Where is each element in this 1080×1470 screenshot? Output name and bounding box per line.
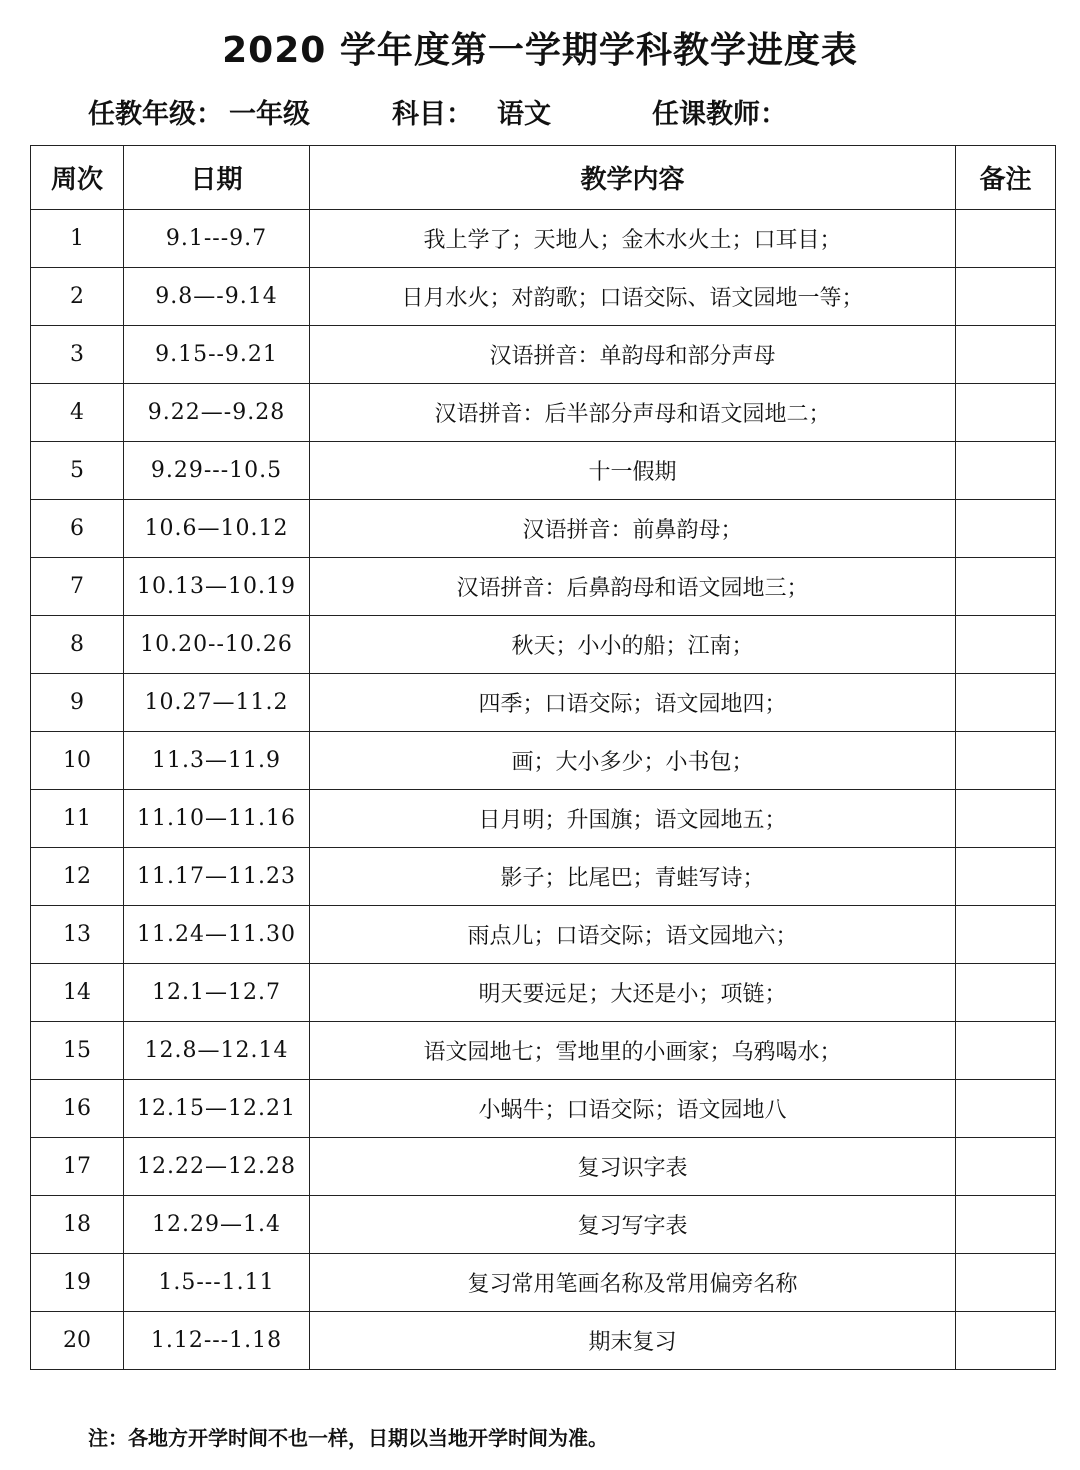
week-cell: 17 (31, 1138, 124, 1196)
content-cell: 明天要远足；大还是小；项链； (310, 964, 956, 1022)
content-cell: 复习写字表 (310, 1196, 956, 1254)
table-row (31, 1196, 1056, 1254)
content-cell: 汉语拼音：后鼻韵母和语文园地三； (310, 558, 956, 616)
date-cell: 1.12---1.18 (124, 1312, 310, 1370)
week-cell: 20 (31, 1312, 124, 1370)
grade-info (88, 92, 310, 131)
table-row (31, 790, 1056, 848)
week-cell: 8 (31, 616, 124, 674)
date-cell: 11.3—11.9 (124, 732, 310, 790)
content-cell: 小蜗牛；口语交际；语文园地八 (310, 1080, 956, 1138)
header-week: 周次 (31, 146, 124, 210)
date-cell: 12.29—1.4 (124, 1196, 310, 1254)
table-row (31, 616, 1056, 674)
week-cell: 10 (31, 732, 124, 790)
note-cell (956, 384, 1056, 442)
teacher-info (652, 92, 787, 131)
note-cell (956, 790, 1056, 848)
date-cell: 11.17—11.23 (124, 848, 310, 906)
content-cell: 汉语拼音：单韵母和部分声母 (310, 326, 956, 384)
content-cell: 语文园地七；雪地里的小画家；乌鸦喝水； (310, 1022, 956, 1080)
date-cell: 9.22—-9.28 (124, 384, 310, 442)
table-row (31, 268, 1056, 326)
header-note: 备注 (956, 146, 1056, 210)
date-cell: 11.24—11.30 (124, 906, 310, 964)
table-row (31, 906, 1056, 964)
content-cell: 雨点儿；口语交际；语文园地六； (310, 906, 956, 964)
content-cell: 我上学了；天地人；金木水火土；口耳目； (310, 210, 956, 268)
note-cell (956, 848, 1056, 906)
subject-label: 科目： (392, 99, 473, 130)
week-cell: 3 (31, 326, 124, 384)
subject-value: 语文 (497, 99, 551, 130)
content-cell: 画；大小多少；小书包； (310, 732, 956, 790)
week-cell: 5 (31, 442, 124, 500)
teacher-label: 任课教师： (652, 99, 787, 130)
content-cell: 影子；比尾巴；青蛙写诗； (310, 848, 956, 906)
note-cell (956, 558, 1056, 616)
table-row (31, 848, 1056, 906)
date-cell: 10.6—10.12 (124, 500, 310, 558)
table-row (31, 1138, 1056, 1196)
table-row (31, 732, 1056, 790)
week-cell: 6 (31, 500, 124, 558)
table-row (31, 1312, 1056, 1370)
table-row (31, 674, 1056, 732)
table-row (31, 558, 1056, 616)
note-cell (956, 500, 1056, 558)
table-row (31, 500, 1056, 558)
page-title: 2020 学年度第一学期学科教学进度表 (222, 30, 858, 71)
date-cell: 9.8—-9.14 (124, 268, 310, 326)
week-cell: 2 (31, 268, 124, 326)
date-cell: 12.15—12.21 (124, 1080, 310, 1138)
content-cell: 四季；口语交际；语文园地四； (310, 674, 956, 732)
week-cell: 11 (31, 790, 124, 848)
table-row (31, 210, 1056, 268)
note-cell (956, 906, 1056, 964)
date-cell: 12.1—12.7 (124, 964, 310, 1022)
content-cell: 汉语拼音：后半部分声母和语文园地二； (310, 384, 956, 442)
content-cell: 期末复习 (310, 1312, 956, 1370)
note-cell (956, 616, 1056, 674)
grade-value: 一年级 (229, 99, 310, 130)
content-cell: 日月明；升国旗；语文园地五； (310, 790, 956, 848)
table-row (31, 1022, 1056, 1080)
week-cell: 1 (31, 210, 124, 268)
table-header-row (31, 146, 1056, 210)
schedule-table (30, 145, 1056, 1370)
content-cell: 秋天；小小的船；江南； (310, 616, 956, 674)
date-cell: 10.20--10.26 (124, 616, 310, 674)
date-cell: 1.5---1.11 (124, 1254, 310, 1312)
week-cell: 15 (31, 1022, 124, 1080)
note-cell (956, 442, 1056, 500)
note-cell (956, 1196, 1056, 1254)
week-cell: 12 (31, 848, 124, 906)
table-row (31, 1080, 1056, 1138)
week-cell: 7 (31, 558, 124, 616)
date-cell: 11.10—11.16 (124, 790, 310, 848)
note-cell (956, 268, 1056, 326)
week-cell: 13 (31, 906, 124, 964)
table-row (31, 384, 1056, 442)
grade-label: 任教年级： (88, 99, 223, 130)
week-cell: 4 (31, 384, 124, 442)
note-cell (956, 326, 1056, 384)
note-cell (956, 732, 1056, 790)
note-cell (956, 210, 1056, 268)
note-cell (956, 1254, 1056, 1312)
table-body (31, 210, 1056, 1370)
week-cell: 18 (31, 1196, 124, 1254)
date-cell: 12.22—12.28 (124, 1138, 310, 1196)
content-cell: 十一假期 (310, 442, 956, 500)
content-cell: 日月水火；对韵歌；口语交际、语文园地一等； (310, 268, 956, 326)
note-cell (956, 1312, 1056, 1370)
header-date: 日期 (124, 146, 310, 210)
date-cell: 9.1---9.7 (124, 210, 310, 268)
week-cell: 14 (31, 964, 124, 1022)
week-cell: 16 (31, 1080, 124, 1138)
date-cell: 10.13—10.19 (124, 558, 310, 616)
table-row (31, 1254, 1056, 1312)
date-cell: 12.8—12.14 (124, 1022, 310, 1080)
note-cell (956, 964, 1056, 1022)
note-cell (956, 674, 1056, 732)
week-cell: 19 (31, 1254, 124, 1312)
date-cell: 9.15--9.21 (124, 326, 310, 384)
note-cell (956, 1138, 1056, 1196)
footnote: 注：各地方开学时间不也一样，日期以当地开学时间为准。 (88, 1426, 608, 1450)
table-row (31, 442, 1056, 500)
content-cell: 复习常用笔画名称及常用偏旁名称 (310, 1254, 956, 1312)
date-cell: 9.29---10.5 (124, 442, 310, 500)
content-cell: 复习识字表 (310, 1138, 956, 1196)
date-cell: 10.27—11.2 (124, 674, 310, 732)
note-cell (956, 1022, 1056, 1080)
week-cell: 9 (31, 674, 124, 732)
header-content: 教学内容 (310, 146, 956, 210)
content-cell: 汉语拼音：前鼻韵母； (310, 500, 956, 558)
table-row (31, 326, 1056, 384)
subject-info (392, 92, 551, 131)
note-cell (956, 1080, 1056, 1138)
table-row (31, 964, 1056, 1022)
